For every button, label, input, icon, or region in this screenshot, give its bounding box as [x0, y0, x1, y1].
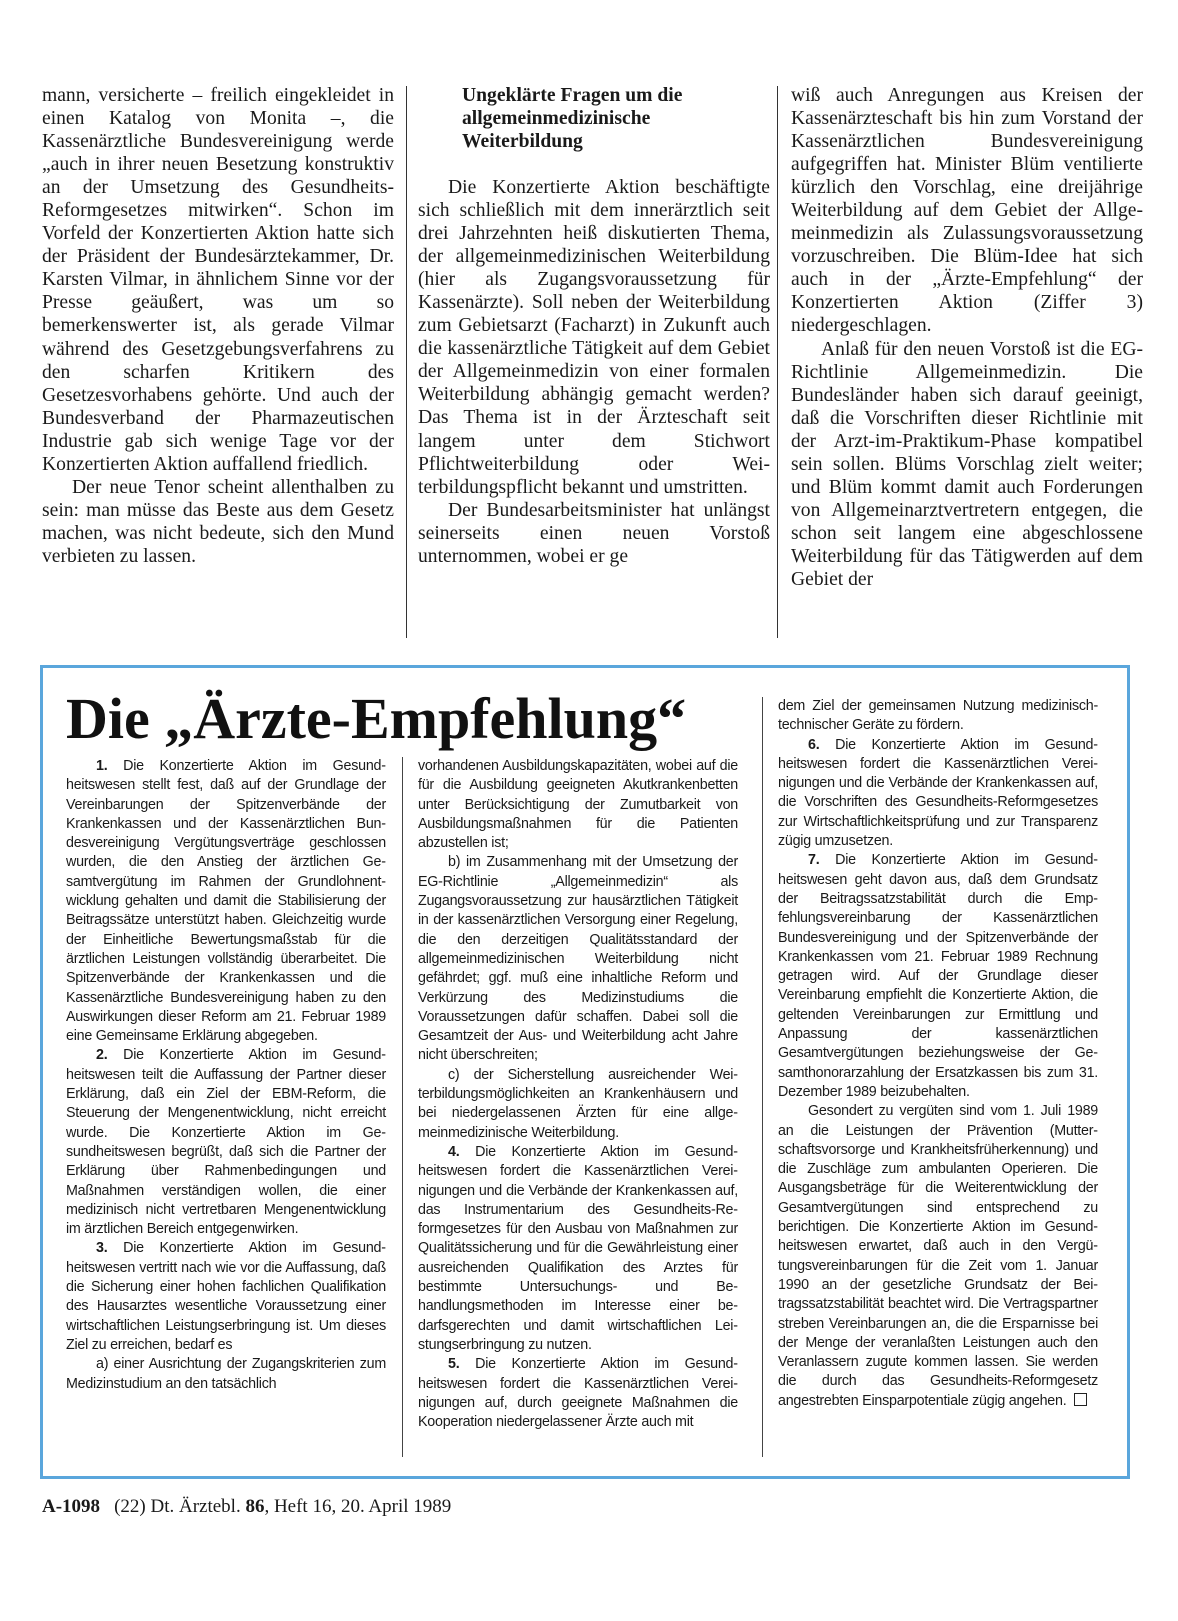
item-text: Die Konzertierte Aktion im Gesundheitswesen stellt fest, daß auf der Grundlage der Vereinbarungen der Spitzenverbände der Krankenkassen und der Kassenärztlichen Bundesvereinigung Vergütungsverträge geschlossen wurden, die den Anstieg der ärztlichen Gesamtvergütung im Rahmen der Grundlohnentwicklung gehalten und damit die Stabilisierung der Beitragssätze unterstützt haben. Gleichzeitig wurde der Einheitliche Bewertungsmaßstab für die ärztlichen Leistungen vollständig überarbeitet. Die Spitzenverbände der Krankenkassen und die Kassenärztliche Bundesvereinigung haben zu den Auswirkungen dieser Reform am 21. Februar 1989 eine Gemeinsame Erklärung abgegeben.: [66, 758, 386, 1045]
item-text: Die Konzertierte Aktion im Gesundheitswesen vertritt nach wie vor die Auffassung, daß die Sicherung einer hohen fachlichen Qualifikation des Hausarztes wesentliche Voraussetzung einer wirtschaftlichen Leistungserbringung ist. Um dieses Ziel zu erreichen, bedarf es: [66, 1240, 386, 1353]
item-number: 3.: [96, 1240, 108, 1257]
issue-suffix: , Heft 16, 20. April 1989: [264, 1496, 452, 1517]
box-paragraph: [418, 1143, 738, 1355]
article-column-2: [418, 84, 770, 568]
box-paragraph: [418, 853, 738, 1065]
box-column-2: [418, 757, 738, 1432]
box-column-divider: [402, 757, 403, 1457]
item-text: b) im Zusammenhang mit der Umsetzung der EG-Richtlinie „Allgemeinmedizin“ als Zugangsvoraussetzung zur hausärztlichen Tätigkeit in der kassenärztlichen Versorgung einer Regelung, die den derzeitigen Qualitätsstandard der allgemeinmedizinischen Weiterbildung nicht gefährdet; ggf. muß eine inhaltliche Reform und Verkürzung des Medizinstudiums die Voraussetzungen dafür schaffen. Dabei soll die Gesamtzeit der Aus- und Weiterbildung acht Jahre nicht überschreiten;: [418, 854, 738, 1064]
item-text: Die Konzertierte Aktion im Gesundheitswesen fordert die Kassenärztlichen Vereinigungen und die Verbände der Krankenkassen auf, die Vorschriften des Gesundheits-Reformgesetzes zur Wirtschaftlichkeitsprüfung und zur Transparenz zügig umzusetzen.: [778, 736, 1098, 850]
article-column-1: [42, 84, 394, 568]
box-column-divider: [762, 697, 763, 1457]
item-number: 5.: [448, 1356, 460, 1373]
item-number: 4.: [448, 1143, 460, 1160]
box-title: Die „Ärzte-Empfehlung“: [66, 686, 687, 751]
box-paragraph: [418, 1355, 738, 1432]
box-paragraph: [66, 757, 386, 1046]
box-paragraph: [418, 1066, 738, 1143]
box-column-1: [66, 757, 386, 1394]
item-text: vorhandenen Ausbildungskapazitäten, wobei auf die für die Ausbildung geeigneten Akutkrankenbetten unter Berücksichtigung der Zumutbarkeit von Ausbildungsmaßnahmen für die Patienten abzustellen ist;: [418, 758, 738, 852]
article-paragraph: Anlaß für den neuen Vorstoß ist die EG-Richtlinie Allgemeinmedizin. Die Bundesländer haben sich darauf geeinigt, daß die Vorschriften dieser Richtlinie mit der Arzt-im-Praktikum-Phase kompatibel sein sollen. Blüms Vorschlag zielt weiter; und Blüm kommt damit auch Forderungen von Allgemeinarztvertretern entgegen, die schon seit langem eine abgeschlossene Weiterbildung für das Tätigwerden auf dem Gebiet der: [791, 338, 1143, 590]
item-text: Die Konzertierte Aktion im Gesundheitswesen fordert die Kassenärztlichen Vereinigungen auf, durch geeignete Maßnahmen die Kooperation niedergelassener Ärzte auch mit: [418, 1356, 738, 1431]
item-number: 7.: [808, 852, 820, 869]
article-paragraph: Die Konzertierte Aktion beschäftigte sich schließlich mit dem innerärztlich seit drei Jahrzehnten heiß diskutierten Thema, der allgemeinmedizinischen Weiterbildung (hier als Zugangsvoraussetzung für Kassenärzte). Soll neben der Weiterbildung zum Gebietsarzt (Facharzt) in Zukunft auch die kassenärztliche Tätigkeit auf dem Gebiet der Allgemeinmedizin von einer formalen Weiterbildung abhängig gemacht werden? Das Thema ist in der Ärzteschaft seit langem unter dem Stichwort Pflichtweiterbildung oder Weiterbildungspflicht bekannt und umstritten.: [418, 177, 770, 498]
issue-prefix: (22) Dt. Ärztebl.: [114, 1496, 246, 1517]
box-column-3: [778, 697, 1098, 1411]
box-paragraph: [778, 1102, 1098, 1411]
box-paragraph: [66, 1046, 386, 1239]
volume-number: 86: [245, 1496, 265, 1517]
end-of-article-square-icon: [1074, 1393, 1087, 1406]
article-paragraph: mann, versicherte – freilich eingekleidet in einen Katalog von Monita –, die Kassenärztliche Bundesvereinigung werde „auch in ihrer neuen Besetzung konstruktiv an der Umsetzung des Gesundheits-Reformgesetzes mitwirken“. Schon im Vorfeld der Konzertierten Aktion hatte sich der Präsident der Bundesärztekammer, Dr. Karsten Vilmar, in ähnlichem Sinne vor der Presse geäußert, was um so bemerkenswerter ist, als gerade Vilmar während des Gesetzgebungsverfahrens zu den scharfen Kritikern des Gesetzesvorhabens gehörte. Und auch der Bundesverband der Pharmazeutischen Industrie gab sich wenige Tage vor der Konzertierten Aktion auffallend friedlich.: [42, 85, 394, 475]
box-paragraph: [418, 757, 738, 853]
item-number: 1.: [96, 758, 108, 774]
item-text: Die Konzertierte Aktion im Gesundheitswesen teilt die Auffassung der Partner dieser Erklärung, daß ein Ziel der EBM-Reform, die Steuerung der Mengenentwicklung, nicht erreicht wurde. Die Konzertierte Aktion im Gesundheitswesen begrüßt, daß sich die Partner der Erklärung über Rahmenbedingungen und Maßnahmen verständigen wollen, die einer medizinisch nicht vertretbaren Mengenentwicklung im ärztlichen Bereich entgegenwirken.: [66, 1047, 386, 1238]
page-number: A-1098: [42, 1496, 101, 1517]
item-text: dem Ziel der gemeinsamen Nutzung medizinisch-technischer Geräte zu fördern.: [778, 698, 1098, 734]
item-text: Gesondert zu vergüten sind vom 1. Juli 1989 an die Leistungen der Prävention (Mutterschaftsvorsorge und Krankheitsfrüherkennung) und die Zuschläge zum ambulanten Operieren. Die Ausgangsbeträge für die Weiterentwicklung der Gesamtvergütungen sind entsprechend zu berichtigen. Die Konzertierte Aktion im Gesundheitswesen erwartet, daß auch in den Vergütungsvereinbarungen für die Zeit vom 1. Januar 1990 an der gesetzliche Grundsatz der Beitragssatzstabilität beachtet wird. Die Vertragspartner streben Vereinbarungen an, die die Ersparnisse bei der Menge der veranlaßten Leistungen auch den Veranlassern zugute kommen lassen. Sie werden die durch das Gesundheits-Reformgesetz angestrebten Einsparpotentiale zügig angehen.: [778, 1103, 1098, 1409]
box-paragraph: [66, 1355, 386, 1394]
article-paragraph: Der Bundesarbeitsminister hat unlängst seinerseits einen neuen Vorstoß unternommen, wobei er ge: [418, 499, 770, 567]
column-divider: [777, 86, 778, 638]
item-number: 6.: [808, 736, 820, 753]
column-divider: [406, 86, 407, 638]
box-paragraph: [778, 697, 1098, 736]
box-paragraph: [778, 851, 1098, 1102]
box-paragraph: [778, 736, 1098, 852]
article-paragraph: Der neue Tenor scheint allenthalben zu sein: man müsse das Beste aus dem Gesetz machen, was nicht bedeute, sich den Mund verbieten zu lassen.: [42, 476, 394, 567]
section-heading: Ungeklärte Fragen um die allgemeinmedizinische Weiterbildung: [462, 85, 683, 152]
item-text: Die Konzertierte Aktion im Gesundheitswesen geht davon aus, daß dem Grundsatz der Beitragssatzstabilität durch die Empfehlungsvereinbarung der Kassenärztlichen Bundesvereinigung und der Spitzenverbände der Krankenkassen vom 21. Februar 1989 Rechnung getragen wird. Auf der Grundlage dieser Vereinbarung empfiehlt die Konzertierte Aktion, die geltenden Vereinbarungen zur Ermittlung und Anpassung der kassenärztlichen Gesamtvergütungen beziehungsweise der Gesamthonorarzahlung der Ersatzkassen bis zum 31. Dezember 1989 beizubehalten.: [778, 852, 1098, 1100]
item-text: c) der Sicherstellung ausreichender Weiterbildungsmöglichkeiten an Krankenhäusern und bei niedergelassenen Ärzten für eine allgemeinmedizinische Weiterbildung.: [418, 1066, 738, 1141]
item-number: 2.: [96, 1047, 108, 1064]
box-paragraph: [66, 1239, 386, 1355]
article-column-3: [791, 84, 1143, 591]
item-text: Die Konzertierte Aktion im Gesundheitswesen fordert die Kassenärztlichen Vereinigungen und die Verbände der Krankenkassen auf, das Instrumentarium des Gesundheits-Reformgesetzes für den Ausbau von Maßnahmen zur Qualitätssicherung und für die Gewährleistung einer ausreichenden Qualifikation des Arztes für bestimmte Untersuchungs- und Behandlungsmethoden im Interesse einer bedarfsgerechten und damit wirtschaftlichen Leistungserbringung zu nutzen.: [418, 1143, 738, 1353]
page-footer: [42, 1495, 451, 1519]
article-paragraph: wiß auch Anregungen aus Kreisen der Kassenärzteschaft bis hin zum Vorstand der Kassenärztlichen Bundesvereinigung aufgegriffen hat. Minister Blüm ventilierte kürzlich den Vorschlag, eine dreijährige Weiterbildung auf dem Gebiet der Allgemeinmedizin als Zulassungsvoraussetzung vorzuschreiben. Die Blüm-Idee hat sich auch in der „Ärzte-Empfehlung“ der Konzertierten Aktion (Ziffer 3) niedergeschlagen.: [791, 85, 1143, 337]
item-text: a) einer Ausrichtung der Zugangskriterien zum Medizinstudium an den tatsächlich: [66, 1356, 386, 1392]
